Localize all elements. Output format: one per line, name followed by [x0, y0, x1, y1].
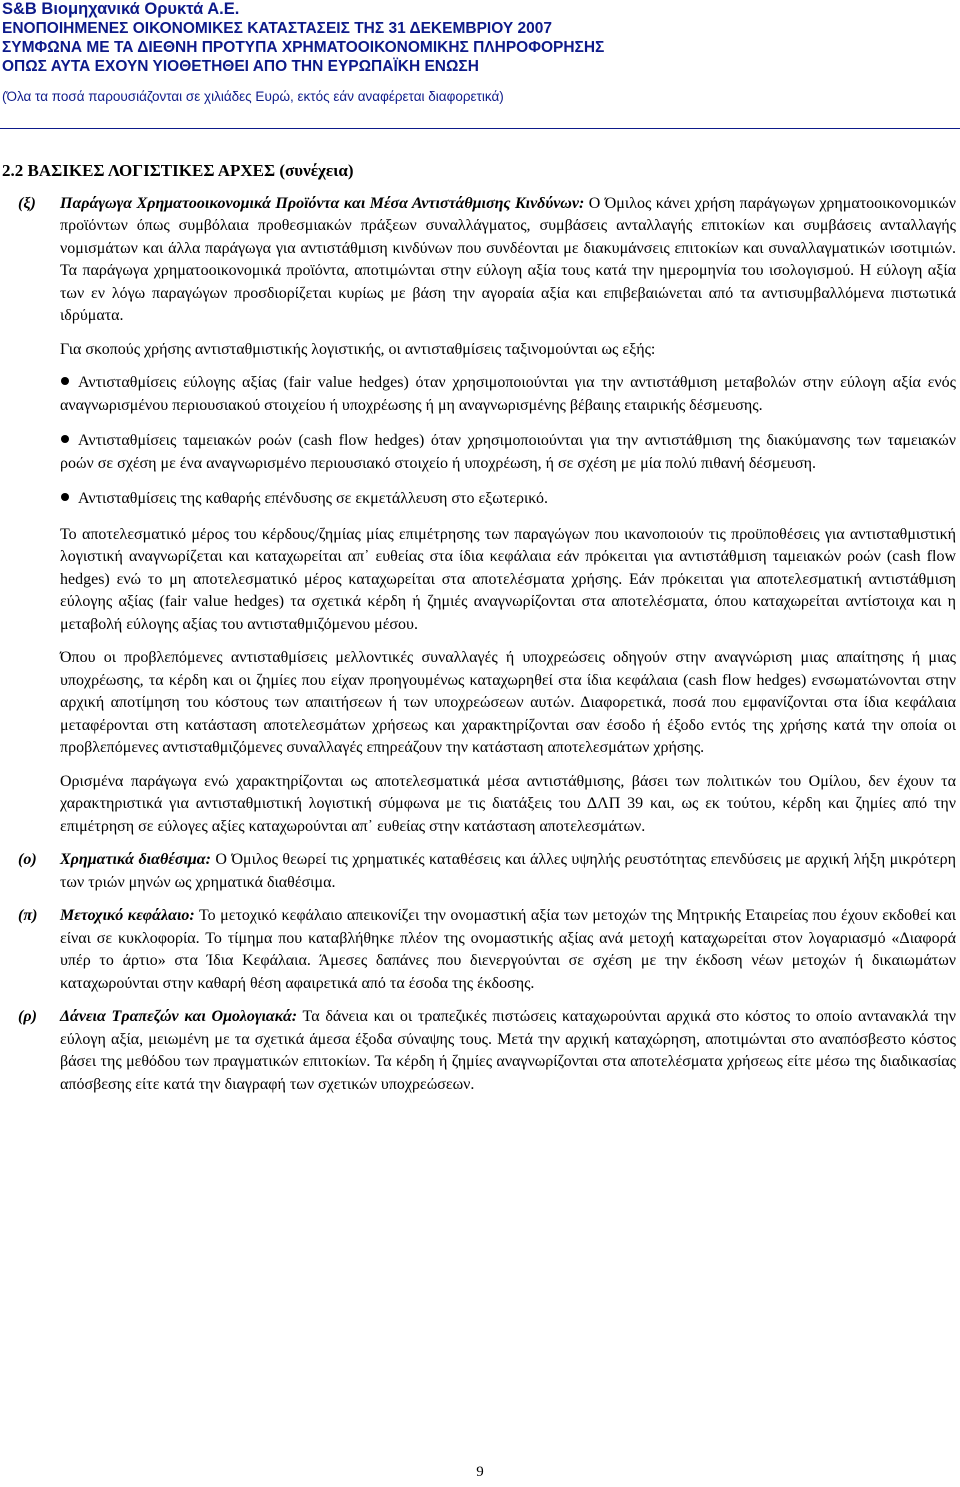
- item-label: (ο): [18, 851, 37, 868]
- item-label: (π): [18, 907, 38, 924]
- item-title: Χρηματικά διαθέσιμα:: [60, 851, 211, 868]
- bank-loans-paragraph: [60, 1006, 956, 1096]
- item-title: Παράγωγα Χρηματοοικονομικά Προϊόντα και Μέσα Αντιστάθμισης Κινδύνων:: [60, 194, 585, 212]
- share-capital-paragraph: [60, 905, 956, 995]
- item-text: Ο Όμιλος κάνει χρήση παράγωγων χρηματοοικονομικών προϊόντων όπως συμβόλαια προθεσμιακών πράξεων συναλλάγματος, συμβάσεις ανταλλαγής επιτοκίων και συμβάσεις ανταλλαγής νομισμάτων και άλλα παράγωγα για αντιστάθμιση κινδύνων που συνδέονται με διακυμάνσεις επιτοκίων και συναλλαγματικών ισοτιμιών. Τα παράγωγα χρηματοοικονομικά προϊόντα, αποτιμώνται στην εύλογη αξία τους κατά την ημερομηνία του ισολογισμού. Η εύλογη αξία των εν λόγω παραγώγων προσδιορίζεται κυρίως με βάση την αγοραία αξία και επιβεβαιώνεται από τα αντισυμβαλλόμενα πιστωτικά ιδρύματα.: [60, 194, 956, 324]
- item-title: Μετοχικό κεφάλαιο:: [60, 907, 195, 924]
- bullet-net-investment: [60, 488, 956, 511]
- item-derivatives: [0, 193, 956, 839]
- bullet-icon: [60, 430, 78, 453]
- bullet-icon: [60, 488, 78, 511]
- section-title: 2.2 ΒΑΣΙΚΕΣ ΛΟΓΙΣΤΙΚΕΣ ΑΡΧΕΣ (συνέχεια): [2, 161, 354, 180]
- bullet-icon: [60, 372, 78, 395]
- header-line-2: ΣΥΜΦΩΝΑ ΜΕ ΤΑ ΔΙΕΘΝΗ ΠΡΟΤΥΠΑ ΧΡΗΜΑΤΟΟΙΚΟΝΟΜΙΚΗΣ ΠΛΗΡΟΦΟΡΗΣΗΣ: [2, 39, 605, 56]
- page-number: 9: [476, 1464, 484, 1480]
- item-text: Τα δάνεια και οι τραπεζικές πιστώσεις καταχωρούνται αρχικά στο κόστος το οποίο αντανακλά την εύλογη αξία, μειωμένη με τα σχετικά άμεσα έξοδα σύναψης τους. Μετά την αρχική καταχώρηση, αποτιμώνται στο αναπόσβεστο κόστος βάσει της μεθόδου των πραγματικών επιτοκίων. Τα κέρδη ή ζημίες αναγνωρίζονται στα αποτελέσματα χρήσεως είτε μέσω της διαδικασίας απόσβεσης είτε κατά την διαγραφή των σχετικών υποχρεώσεων.: [60, 1008, 956, 1093]
- item-text: Ο Όμιλος θεωρεί τις χρηματικές καταθέσεις και άλλες υψηλής ρευστότητας επενδύσεις με αρχική λήξη μικρότερη των τριών μηνών ως χρηματικά διαθέσιμα.: [60, 851, 957, 891]
- header-line-3: ΟΠΩΣ ΑΥΤΑ ΕΧΟΥΝ ΥΙΟΘΕΤΗΘΕΙ ΑΠΟ ΤΗΝ ΕΥΡΩΠΑΪΚΗ ΕΝΩΣΗ: [2, 58, 479, 75]
- item-label: (ξ): [18, 194, 36, 212]
- cash-paragraph: [60, 849, 956, 894]
- currency-note: (Όλα τα ποσά παρουσιάζονται σε χιλιάδες Ευρώ, εκτός εάν αναφέρεται διαφορετικά): [2, 89, 504, 104]
- document-body: [0, 160, 956, 1107]
- page-header: [0, 0, 960, 106]
- bullet-cash-flow: [60, 430, 956, 475]
- hedge-classification: Για σκοπούς χρήσης αντισταθμιστικής λογιστικής, οι αντισταθμίσεις ταξινομούνται ως εξής:: [60, 340, 656, 358]
- bullet-text: Αντισταθμίσεις της καθαρής επένδυσης σε εκμετάλλευση στο εξωτερικό.: [78, 490, 548, 507]
- paragraph-effective-portion: Το αποτελεσματικό μέρος του κέρδους/ζημίας μίας επιμέτρησης των παραγώγων που ικανοποιούν τις προϋποθέσεις για αντισταθμιστική λογιστική αναγνωρίζεται και καταχωρείται απ᾽ ευθείας στα ίδια κεφάλαια εάν πρόκειται για αντιστάθμιση ταμειακών ροών (cash flow hedges) ενώ το μη αποτελεσματικό μέρος καταχωρείται στα αποτελέσματα χρήσης. Εάν πρόκειται για αποτελεσματική αντιστάθμιση εύλογης αξίας (fair value hedges) τα σχετικά κέρδη ή ζημιές αναγνωρίζονται στα αποτελέσματα, όπου καταχωρείται αντίστοιχα και η μεταβολή εύλογης αξίας του αντισταθμιζόμενου μέσου.: [60, 525, 956, 633]
- header-divider: [0, 128, 960, 129]
- bullet-text: Αντισταθμίσεις ταμειακών ροών (cash flow hedges) όταν χρησιμοποιούνται για την αντιστάθμιση της διακύμανσης των ταμειακών ροών σε σχέση με ένα αναγνωρισμένο περιουσιακό στοιχείο ή υποχρέωση, ή σε σχέση με μία πολύ πιθανή δέσμευση.: [60, 432, 956, 472]
- item-label: (ρ): [18, 1008, 37, 1025]
- bullet-text: Αντισταθμίσεις εύλογης αξίας (fair value hedges) όταν χρησιμοποιούνται για την αντιστάθμιση μεταβολών στην εύλογη αξία ενός αναγνωρισμένου περιουσιακού στοιχείου ή υποχρέωσης ή μη αναγνωρισμένης βέβαιης εταιρικής δέσμευσης.: [60, 374, 956, 414]
- header-line-1: ΕΝΟΠΟΙΗΜΕΝΕΣ ΟΙΚΟΝΟΜΙΚΕΣ ΚΑΤΑΣΤΑΣΕΙΣ ΤΗΣ 31 ΔΕΚΕΜΒΡΙΟΥ 2007: [2, 20, 552, 37]
- bullet-fair-value: [60, 372, 956, 417]
- item-title: Δάνεια Τραπεζών και Ομολογιακά:: [60, 1008, 298, 1025]
- item-text: Το μετοχικό κεφάλαιο απεικονίζει την ονομαστική αξία των μετοχών της Μητρικής Εταιρείας που έχουν εκδοθεί και είναι σε κυκλοφορία. Το τίμημα που καταβλήθηκε πλέον της ονομαστικής αξίας ανά μετοχή καταχωρείται στον λογαριασμό «Διαφορά υπέρ το άρτιο» στα Ίδια Κεφάλαια. Άμεσες δαπάνες που διενεργούνται σε σχέση με την έκδοση νέων μετοχών ή δικαιωμάτων καταχωρούνται στην καθαρή θέση αφαιρετικά από τα έσοδα της έκδοσης.: [60, 907, 957, 992]
- item-bank-loans: [0, 1006, 956, 1096]
- item-cash: [0, 849, 956, 894]
- derivatives-intro: [60, 193, 956, 328]
- paragraph-forecast-transactions: Όπου οι προβλεπόμενες αντισταθμίσεις μελλοντικές συναλλαγές ή υποχρεώσεις οδηγούν στην αναγνώριση μιας απαίτησης ή μιας υποχρέωσης, τα κέρδη και οι ζημίες που είχαν προηγουμένως καταχωρηθεί στα ίδια κεφάλαια (cash flow hedges) ενσωματώνονται στην αρχική αποτίμηση του κόστους των απαιτήσεων ή των υποχρεώσεων αυτών. Διαφορετικά, ποσά που εμφανίζονται στα ίδια κεφάλαια μεταφέρονται στη κατάσταση αποτελεσμάτων χρήσεως και χαρακτηρίζονται σαν έσοδο ή έξοδο εντός της χρήσης κατά την οποία οι προβλεπόμενες αντισταθμιζόμενες συναλλαγές επηρεάζουν την κατάσταση αποτελεσμάτων χρήσης.: [60, 649, 957, 756]
- paragraph-non-qualifying: Ορισμένα παράγωγα ενώ χαρακτηρίζονται ως αποτελεσματικά μέσα αντιστάθμισης, βάσει των πολιτικών του Ομίλου, δεν έχουν τα χαρακτηριστικά για αντισταθμιστική λογιστική σύμφωνα με τις διατάξεις του ΔΛΠ 39 και, ως εκ τούτου, κέρδη και ζημίες από την επιμέτρηση σε εύλογες αξίες καταχωρούνται απ᾽ ευθείας στην κατάσταση αποτελεσμάτων.: [60, 772, 956, 835]
- company-name: S&B Βιομηχανικά Ορυκτά Α.Ε.: [2, 0, 240, 18]
- item-share-capital: [0, 905, 956, 995]
